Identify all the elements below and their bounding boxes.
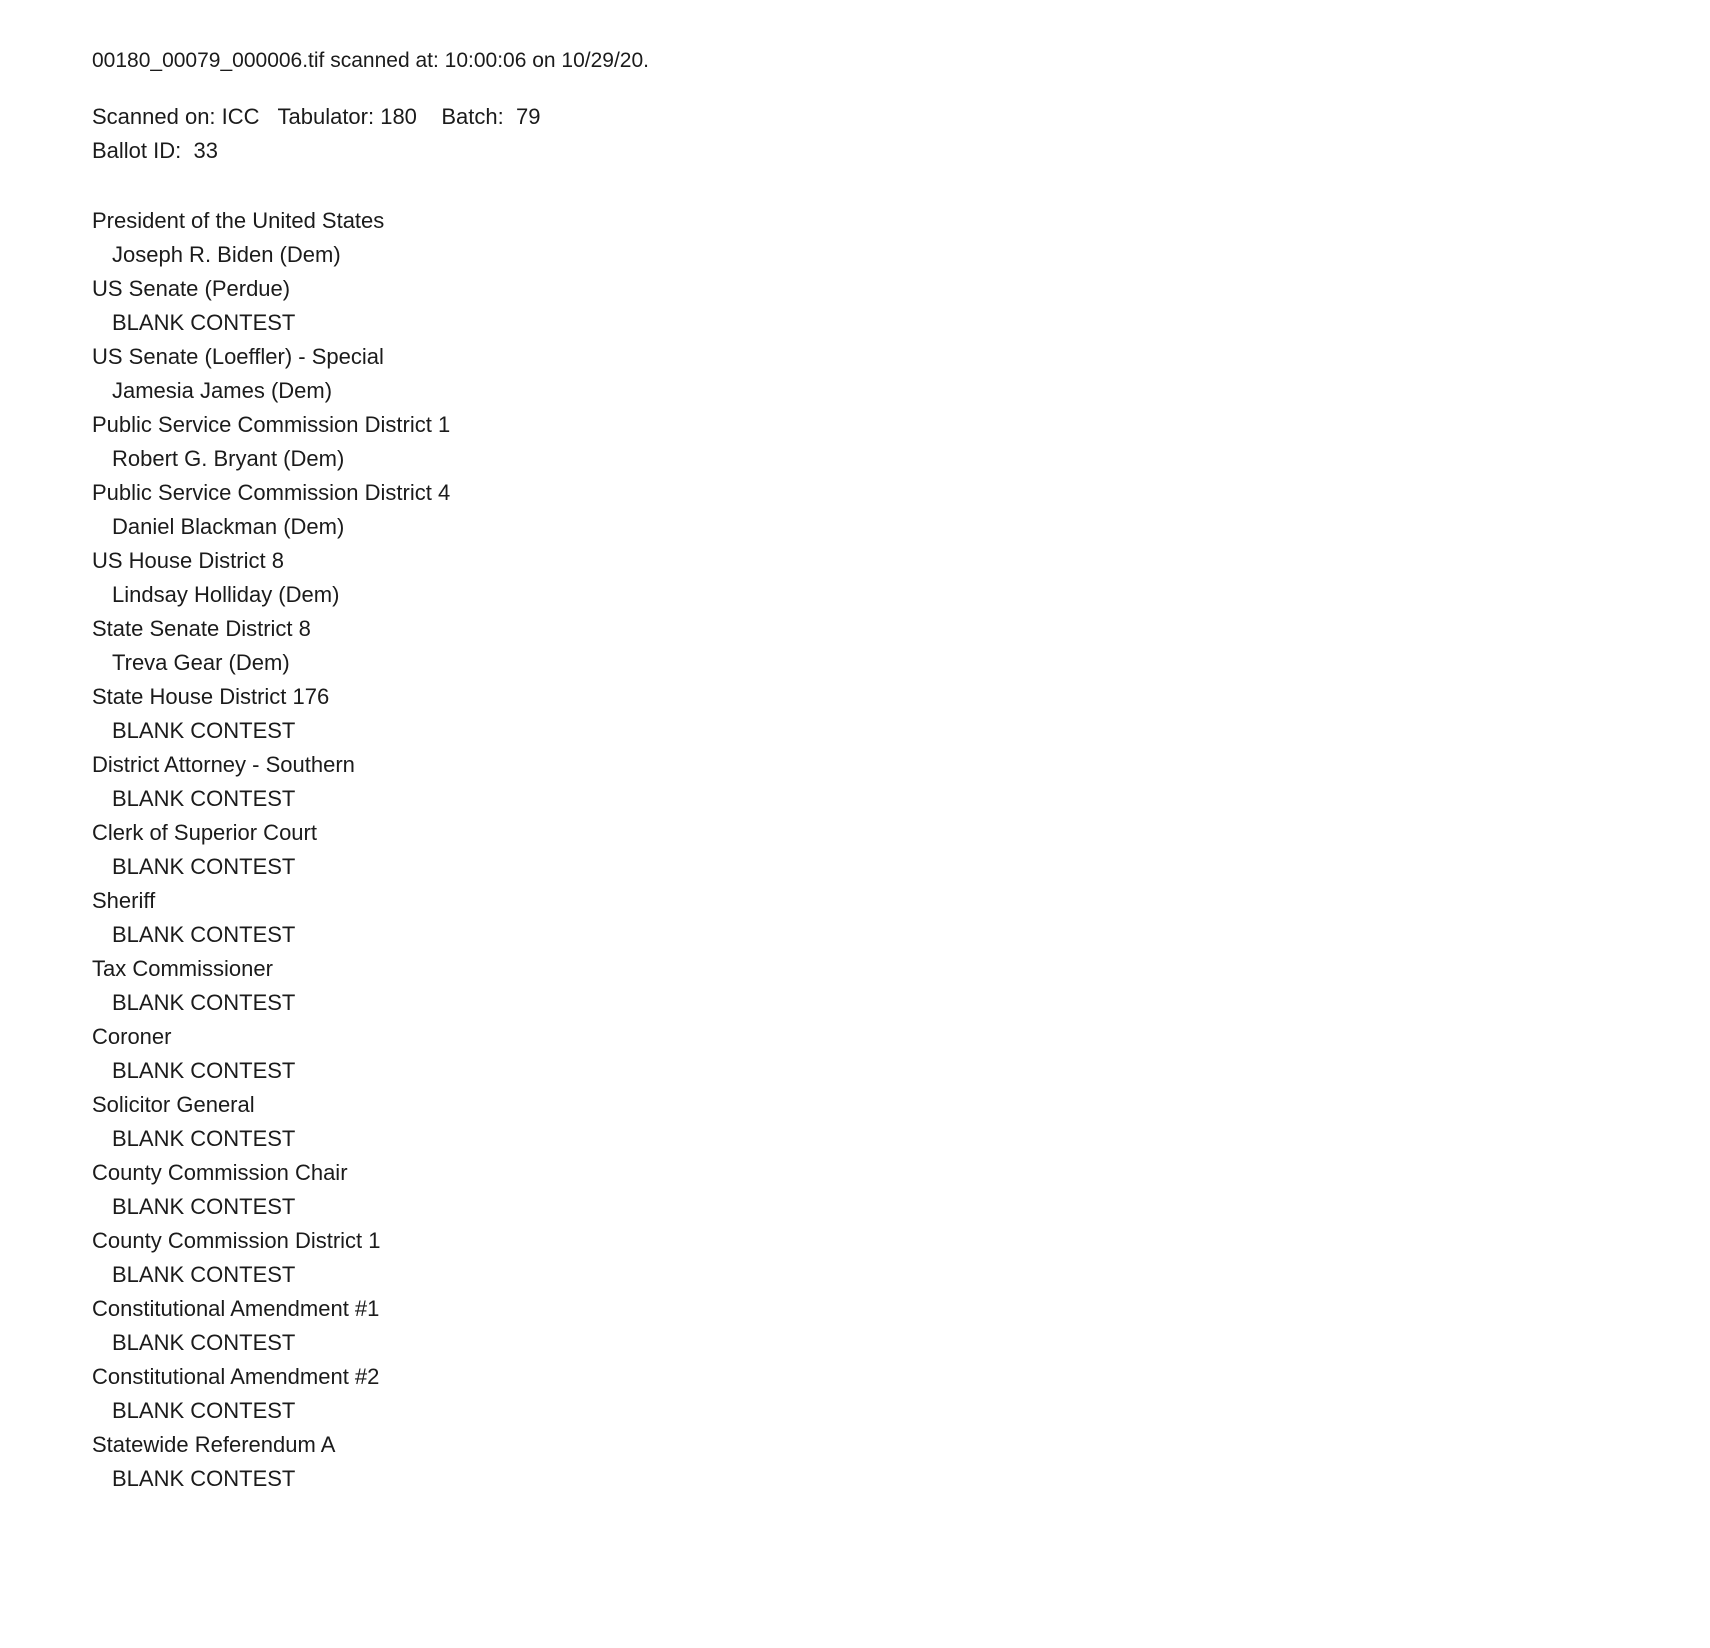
scanner-info-line: Scanned on: ICC Tabulator: 180 Batch: 79 <box>92 104 541 129</box>
contest-name: State House District 176 <box>92 684 330 709</box>
contest-selection: Robert G. Bryant (Dem) <box>112 446 345 471</box>
contest-name: Constitutional Amendment #1 <box>92 1296 380 1321</box>
contest-name: State Senate District 8 <box>92 616 311 641</box>
scan-header <box>92 100 1670 168</box>
contest-name: Public Service Commission District 1 <box>92 412 451 437</box>
contest-selection: Lindsay Holliday (Dem) <box>112 582 340 607</box>
contest-selection: BLANK CONTEST <box>112 854 296 879</box>
contest-selection: BLANK CONTEST <box>112 922 296 947</box>
contest-name: President of the United States <box>92 208 385 233</box>
contest-name: Statewide Referendum A <box>92 1432 336 1457</box>
contest-selection: BLANK CONTEST <box>112 718 296 743</box>
contest-name: County Commission District 1 <box>92 1228 381 1253</box>
contest-selection: BLANK CONTEST <box>112 990 296 1015</box>
contest-name: Tax Commissioner <box>92 956 273 981</box>
contest-selection: BLANK CONTEST <box>112 1058 296 1083</box>
contest-name: US Senate (Perdue) <box>92 276 291 301</box>
contest-selection: Treva Gear (Dem) <box>112 650 290 675</box>
contest-selection: BLANK CONTEST <box>112 1330 296 1355</box>
contest-name: Public Service Commission District 4 <box>92 480 451 505</box>
contest-selection: Joseph R. Biden (Dem) <box>112 242 341 267</box>
contest-name: County Commission Chair <box>92 1160 348 1185</box>
contest-selection: Jamesia James (Dem) <box>112 378 333 403</box>
contest-name: Sheriff <box>92 888 156 913</box>
contest-name: District Attorney - Southern <box>92 752 355 777</box>
contest-selection: BLANK CONTEST <box>112 786 296 811</box>
contest-list <box>92 204 1670 1496</box>
scan-filename-line: 00180_00079_000006.tif scanned at: 10:00:06 on 10/29/20. <box>92 49 649 72</box>
contest-selection: BLANK CONTEST <box>112 1194 296 1219</box>
contest-selection: BLANK CONTEST <box>112 310 296 335</box>
contest-name: Solicitor General <box>92 1092 255 1117</box>
contest-selection: BLANK CONTEST <box>112 1262 296 1287</box>
contest-name: US Senate (Loeffler) - Special <box>92 344 384 369</box>
contest-name: Clerk of Superior Court <box>92 820 317 845</box>
contest-name: Constitutional Amendment #2 <box>92 1364 380 1389</box>
ballot-id-line: Ballot ID: 33 <box>92 138 218 163</box>
contest-selection: Daniel Blackman (Dem) <box>112 514 345 539</box>
contest-selection: BLANK CONTEST <box>112 1126 296 1151</box>
contest-selection: BLANK CONTEST <box>112 1398 296 1423</box>
contest-name: Coroner <box>92 1024 172 1049</box>
contest-selection: BLANK CONTEST <box>112 1466 296 1491</box>
contest-name: US House District 8 <box>92 548 284 573</box>
